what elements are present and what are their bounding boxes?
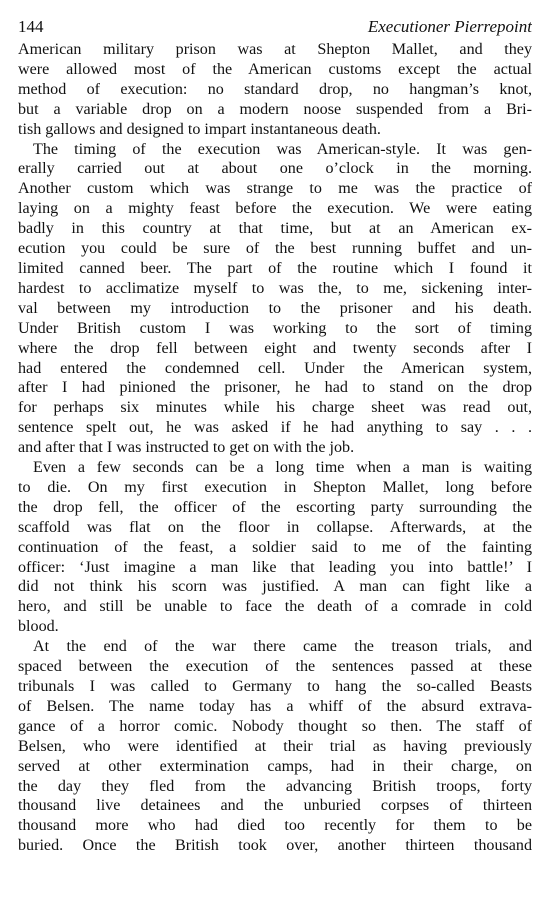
text-line: and after that I was instructed to get on with the job.: [18, 439, 355, 457]
text-line: Under British custom I was working to the sort of timing: [18, 319, 532, 337]
running-head-title: Executioner Pierrepoint: [367, 17, 532, 36]
text-line: The timing of the execution was American-style. It was gen-: [33, 140, 532, 158]
text-line: served at other extermination camps, had in their charge, on: [18, 757, 532, 775]
running-head: [18, 14, 532, 40]
text-line: sentence spelt out, he was asked if he had anything to say . . .: [18, 419, 532, 437]
text-line: but a variable drop on a modern noose suspended from a Bri-: [18, 100, 532, 118]
page-number: 144: [18, 17, 44, 36]
book-page: [18, 14, 532, 909]
text-line: tribunals I was called to Germany to hang the so-called Beasts: [18, 678, 532, 695]
text-line: the drop fell, the officer of the escorting party surrounding the: [18, 498, 532, 516]
text-line: for perhaps six minutes while his charge sheet was read out,: [18, 399, 532, 417]
text-line: Another custom which was strange to me was the practice of: [18, 180, 532, 198]
text-line: At the end of the war there came the treason trials, and: [33, 638, 532, 656]
text-line: tish gallows and designed to impart instantaneous death.: [18, 120, 381, 138]
text-line: Even a few seconds can be a long time when a man is waiting: [33, 459, 532, 477]
text-line: had entered the condemned cell. Under the American system,: [18, 359, 532, 377]
text-line: hero, and still be unable to face the death of a comrade in cold: [18, 598, 532, 616]
text-line: val between my introduction to the prisoner and his death.: [18, 299, 532, 317]
text-line: were allowed most of the American customs except the actual: [18, 60, 532, 78]
text-line: the day they fled from the advancing British troops, forty: [18, 777, 532, 795]
text-line: gance of a horror comic. Nobody thought so then. The staff of: [18, 717, 532, 735]
text-line: American military prison was at Shepton Mallet, and they: [18, 41, 532, 58]
text-line: Belsen, who were identified at their trial as having previously: [18, 737, 532, 755]
text-line: continuation of the feast, a soldier said to me of the fainting: [18, 538, 532, 556]
text-line: of Belsen. The name today has a whiff of the absurd extrava-: [18, 697, 532, 715]
text-line: thousand more who had died too recently for them to be: [18, 817, 532, 835]
text-line: erally carried out at about one o’clock in the morning.: [18, 160, 532, 178]
text-line: ecution you could be sure of the best running buffet and un-: [18, 240, 532, 258]
text-line: laying on a mighty feast before the execution. We were eating: [18, 200, 532, 218]
text-line: to die. On my first execution in Shepton Mallet, long before: [18, 478, 532, 496]
text-line: hardest to acclimatize myself to was the, to me, sickening inter-: [18, 279, 532, 297]
text-line: spaced between the execution of the sentences passed at these: [18, 658, 532, 676]
text-line: method of execution: no standard drop, no hangman’s knot,: [18, 80, 532, 98]
text-line: limited canned beer. The part of the routine which I found it: [18, 259, 532, 277]
text-line: did not think his scorn was justified. A man can fight like a: [18, 578, 532, 596]
text-line: officer: ‘Just imagine a man like that leading you into battle!’ I: [18, 558, 532, 576]
body-text: [18, 40, 532, 856]
text-line: blood.: [18, 618, 59, 636]
text-line: badly in this country at that time, but at an American ex-: [18, 220, 532, 238]
text-line: buried. Once the British took over, another thirteen thousand: [18, 837, 532, 855]
text-line: scaffold was flat on the floor in collapse. Afterwards, at the: [18, 518, 532, 536]
text-line: after I had pinioned the prisoner, he had to stand on the drop: [18, 379, 532, 397]
text-line: thousand live detainees and the unburied corpses of thirteen: [18, 797, 532, 815]
text-line: where the drop fell between eight and twenty seconds after I: [18, 339, 532, 357]
